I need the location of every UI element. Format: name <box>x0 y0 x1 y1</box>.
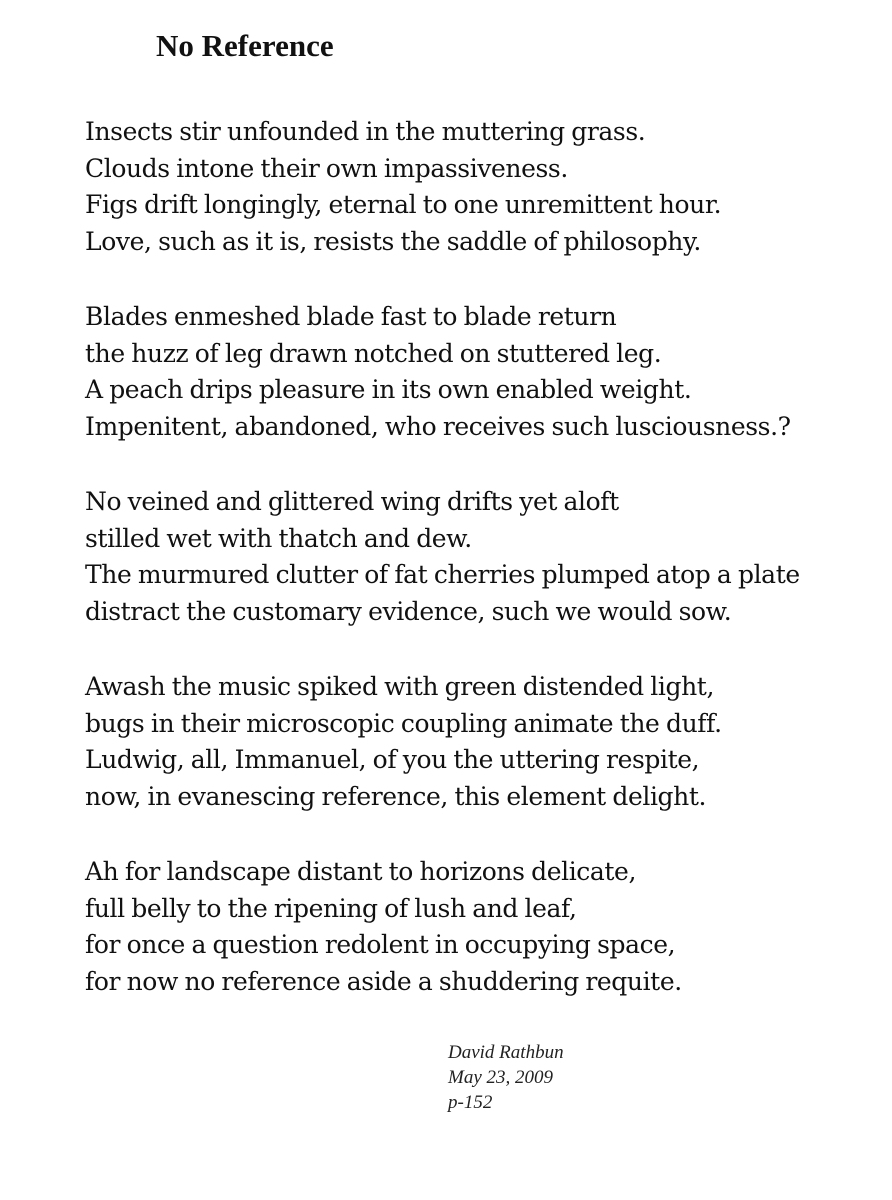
poem-line: The murmured clutter of fat cherries plumped atop a plate <box>85 560 800 589</box>
poem-line: distract the customary evidence, such we would sow. <box>85 596 732 626</box>
poem-line: bugs in their microscopic coupling animate the duff. <box>85 708 722 738</box>
poem-line: No veined and glittered wing drifts yet aloft <box>85 487 619 516</box>
poem-line: Insects stir unfounded in the muttering grass. <box>85 117 646 146</box>
poem-line: Clouds intone their own impassiveness. <box>85 153 568 183</box>
signature-block <box>448 1040 564 1115</box>
poem-line: stilled wet with thatch and dew. <box>85 523 472 553</box>
stanza-3 <box>85 484 885 630</box>
stanza-5 <box>85 854 885 1000</box>
poem-line: Awash the music spiked with green distended light, <box>85 672 714 701</box>
page-number: p-152 <box>448 1092 493 1113</box>
poem-line: for now no reference aside a shuddering requite. <box>85 966 682 996</box>
poem-line: Ludwig, all, Immanuel, of you the uttering respite, <box>85 745 700 774</box>
poem-line: full belly to the ripening of lush and leaf, <box>85 893 577 923</box>
poem-line: Figs drift longingly, eternal to one unremittent hour. <box>85 190 722 219</box>
stanza-1 <box>85 114 885 260</box>
poem-line: Love, such as it is, resists the saddle of philosophy. <box>85 226 701 256</box>
poem-body <box>85 114 885 1039</box>
poem-line: now, in evanescing reference, this element delight. <box>85 781 707 811</box>
poem-line: Blades enmeshed blade fast to blade return <box>85 302 617 331</box>
author-name: David Rathbun <box>448 1042 564 1063</box>
poem-line: A peach drips pleasure in its own enabled weight. <box>85 375 692 404</box>
poem-title: No Reference <box>156 28 334 63</box>
poem-line: for once a question redolent in occupying space, <box>85 930 676 959</box>
poem-date: May 23, 2009 <box>448 1067 554 1088</box>
poem-line: Ah for landscape distant to horizons delicate, <box>85 857 636 886</box>
poem-line: Impenitent, abandoned, who receives such lusciousness.? <box>85 411 791 441</box>
stanza-4 <box>85 669 885 815</box>
poem-line: the huzz of leg drawn notched on stuttered leg. <box>85 338 662 368</box>
stanza-2 <box>85 299 885 445</box>
